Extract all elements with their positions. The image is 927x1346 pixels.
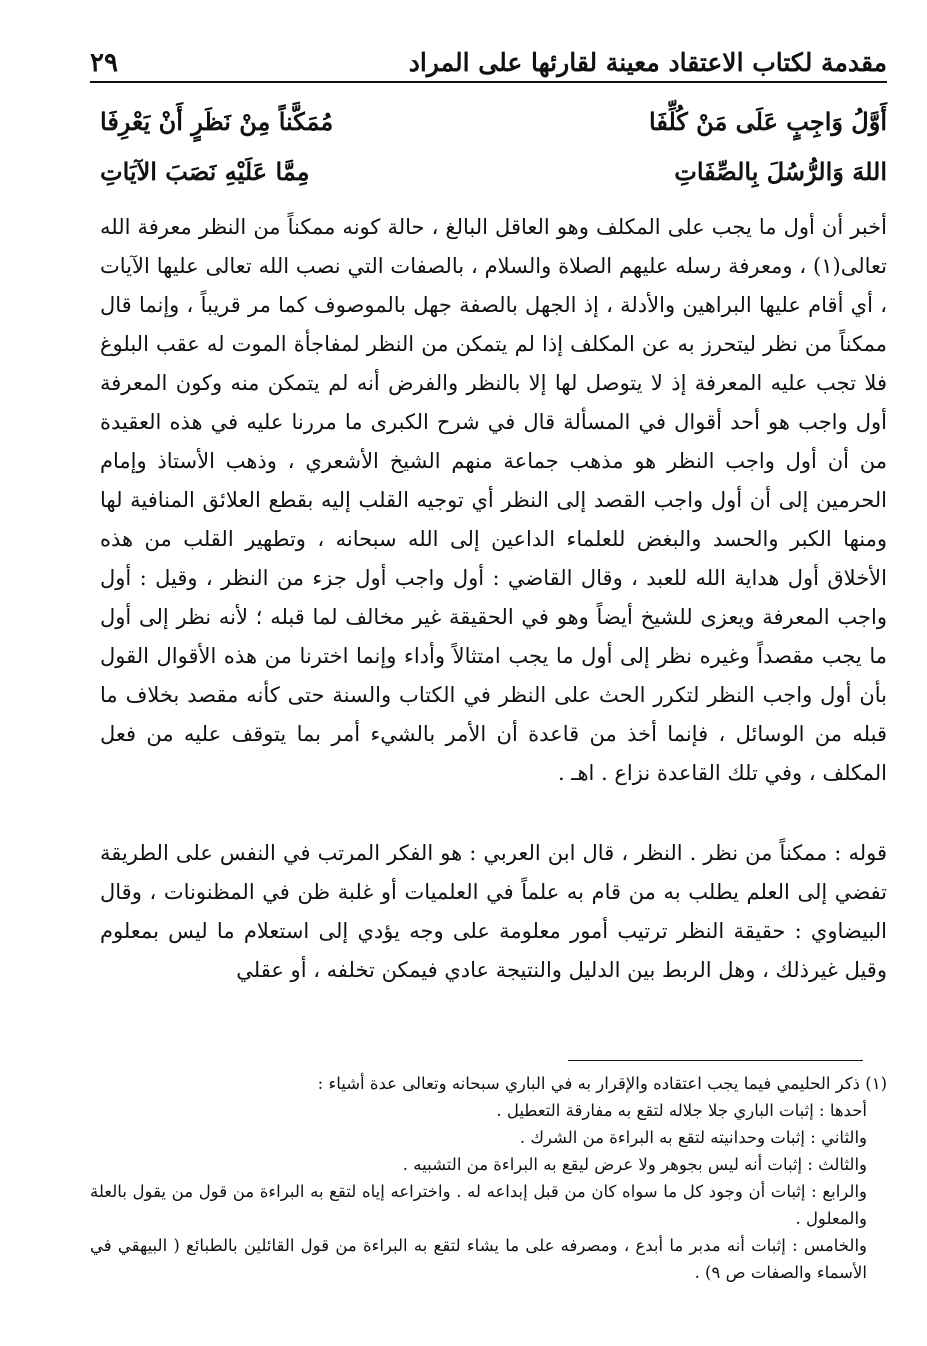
footnote-item: والخامس : إثبات أنه مدبر ما أبدع ، ومصرفه على ما يشاء لتقع به البراءة من قول القائلين بالطبائع ( البيهقي في الأسماء والصفات ص ٩) .	[90, 1236, 867, 1282]
footnote-item: والرابع : إثبات أن وجود كل ما سواه كان من قبل إبداعه له . واختراعه إياه لتقع به البراءة من قول من يقول بالعلة والمعلول .	[90, 1182, 867, 1228]
verse-hemistich: اللهَ وَالرُّسُلَ بِالصِّفَاتِ	[674, 157, 887, 186]
verse-line	[100, 150, 887, 194]
verse-line	[100, 100, 887, 144]
running-title: مقدمة لكتاب الاعتقاد معينة لقارئها على المراد	[408, 48, 887, 77]
footnote-separator	[568, 1060, 863, 1061]
commentary-paragraph: قوله : ممكناً من نظر . النظر ، قال ابن العربي : هو الفكر المرتب في النفس على الطريقة تفضي إلى العلم يطلب به من قام به علماً في العلميات أو غلبة ظن في المظنونات ، وقال البيضاوي : حقيقة النظر ترتيب أمور معلومة على وجه يؤدي إلى استعلام ما ليس بمعلوم وقيل غيرذلك ، وهل الربط بين الدليل والنتيجة عادي فيمكن تخلفه ، أو عقلي	[100, 841, 887, 982]
commentary-paragraph: أخبر أن أول ما يجب على المكلف وهو العاقل البالغ ، حالة كونه ممكناً من النظر معرفة الله تعالى(١) ، ومعرفة رسله عليهم الصلاة والسلام ، بالصفات التي نصب الله تعالى عليها الآيات ، أي أقام عليها البراهين والأدلة ، إذ الجهل بالصفة جهل بالموصوف كما مر قريباً ، وإنما قال ممكناً من نظر ليتحرز به عن المكلف إذا لم يتمكن من النظر لمفاجأة الموت له عقب البلوغ فلا تجب عليه المعرفة إذ لا يتوصل لها إلا بالنظر والفرض أنه لم يتمكن منه وكون المعرفة أول واجب هو أحد أقوال في المسألة قال في شرح الكبرى ما مررنا عليه في هذه العقيدة من أن أول واجب النظر هو مذهب جماعة منهم الشيخ الأشعري ، وذهب الأستاذ وإمام الحرمين إلى أن أول واجب القصد إلى النظر أي توجيه القلب إليه بقطع العلائق المنافية لها ومنها الكبر والحسد والبغض للعلماء الداعين إلى الله سبحانه ، وتطهير القلب من هذه الأخلاق أول هداية الله للعبد ، وقال القاضي : أول واجب أول جزء من النظر ، وقيل : أول واجب المعرفة ويعزى للشيخ أيضاً وهو في الحقيقة غير مخالف لما قبله ؛ لأنه نظر إلى أول ما يجب مقصداً وغيره نظر إلى أول ما يجب امتثالاً وأداء وإنما اخترنا من هذه الأقوال القول بأن أول واجب النظر لتكرر الحث على النظر في الكتاب والسنة حتى كأنه مقصد بخلاف ما قبله من الوسائل ، فإنما أخذ من قاعدة أن الأمر بالشيء أمر بما يتوقف عليه من فعل المكلف ، وفي تلك القاعدة نزاع . اهـ .	[100, 215, 887, 785]
footnote-item: أحدها : إثبات الباري جلا جلاله لتقع به مفارقة التعطيل .	[496, 1101, 867, 1120]
header-rule	[90, 81, 887, 83]
footnote-intro: (١) ذكر الحليمي فيما يجب اعتقاده والإقرار به في الباري سبحانه وتعالى عدة أشياء :	[317, 1074, 887, 1093]
running-header	[90, 40, 887, 80]
verse-hemistich: مِمَّا عَلَيْهِ نَصَبَ الآيَاتِ	[100, 157, 310, 186]
page-number: ٢٩	[90, 48, 118, 78]
footnote-item: والثالث : إثبات أنه ليس بجوهر ولا عرض ليقع به البراءة من التشبيه .	[402, 1155, 867, 1174]
verse-hemistich: أَوَّلُ وَاجِبٍ عَلَى مَنْ كُلِّفَا	[649, 107, 887, 136]
verse-hemistich: مُمَكَّناً مِنْ نَظَرٍ أَنْ يَعْرِفَا	[100, 107, 334, 136]
footnotes	[90, 1070, 887, 1286]
footnote-item: والثاني : إثبات وحدانيته لتقع به البراءة من الشرك .	[519, 1128, 867, 1147]
